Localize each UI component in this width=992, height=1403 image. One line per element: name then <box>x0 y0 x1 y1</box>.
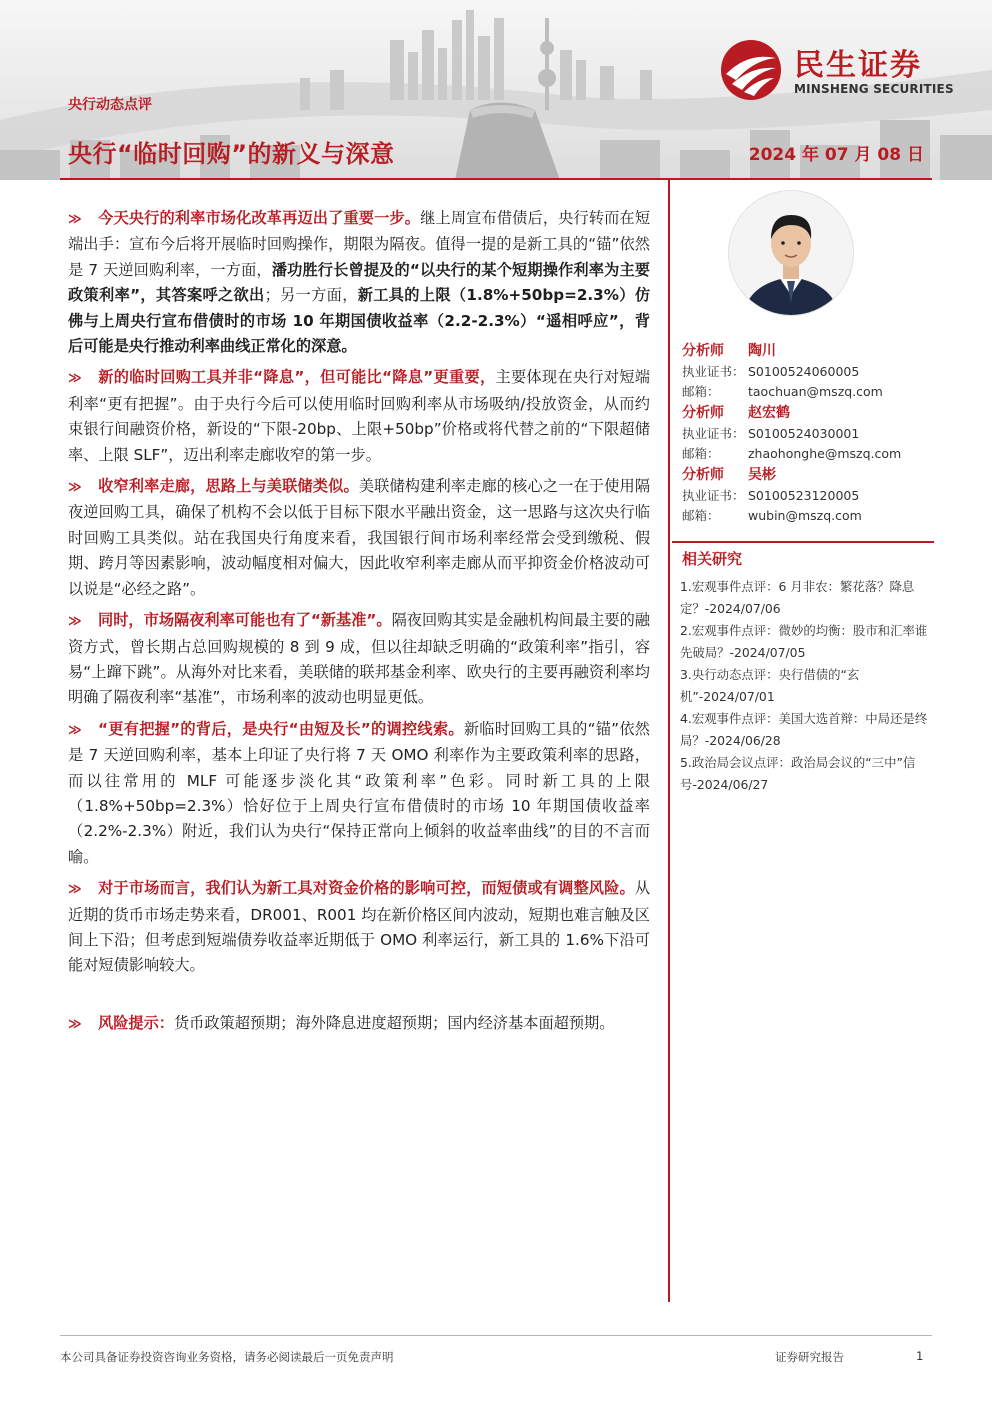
paragraph-lead: 同时，市场隔夜利率可能也有了“新基准”。 <box>98 611 392 630</box>
email-label: 邮箱： <box>682 508 720 523</box>
header-divider <box>60 178 932 180</box>
related-research-link[interactable]: 3.央行动态点评：央行借债的“玄机”-2024/07/01 <box>680 667 860 704</box>
cert-number: S0100523120005 <box>748 488 860 503</box>
email-label: 邮箱： <box>682 384 720 399</box>
analyst-email[interactable]: taochuan@mszq.com <box>748 384 883 399</box>
analyst-role: 分析师 <box>682 467 724 483</box>
related-research-link[interactable]: 5.政治局会议点评：政治局会议的“三中”信号-2024/06/27 <box>680 755 916 792</box>
paragraph-6 <box>68 876 650 979</box>
paragraph-bold-text: 新工具的上限（1.8%+50bp=2.3%）仿佛与上周央行宣布借债时的市场 10 年期国债收益率（2.2-2.3%）“遥相呼应”，背后可能是央行推动利率曲线正常化的深意。 <box>68 286 651 356</box>
related-research-link[interactable]: 4.宏观事件点评：美国大选首辩：中局还是终局？-2024/06/28 <box>680 711 928 748</box>
report-category: 央行动态点评 <box>68 97 152 113</box>
paragraph-1 <box>68 206 650 359</box>
report-title: 央行“临时回购”的新义与深意 <box>68 140 395 168</box>
analyst-role: 分析师 <box>682 343 724 359</box>
paragraph-2 <box>68 365 650 468</box>
paragraph-text: 新临时回购工具的“锚”依然是 7 天逆回购利率，基本上印证了央行将 7 天 OMO 利率作为主要政策利率的思路，而以往常用的 MLF 可能逐步淡化其“政策利率”色彩。同时新工具的上限（1.8%+50bp=2.3%）恰好位于上周央行宣布借债时的市场 10 年期国债收益率（2.2%-2.3%）附近，我们认为央行“保持正常向上倾斜的收益率曲线”的目的不言而喻。 <box>68 719 650 866</box>
analyst-name: 陶川 <box>748 343 776 359</box>
bullet-arrow-icon: ≫ <box>68 371 82 387</box>
risk-label: 风险提示： <box>98 1013 174 1032</box>
paragraph-lead: 收窄利率走廊，思路上与美联储类似。 <box>98 477 359 496</box>
analyst-email[interactable]: wubin@mszq.com <box>748 508 862 523</box>
related-research-link[interactable]: 1.宏观事件点评：6 月非农：繁花落？降息定？-2024/07/06 <box>680 579 915 616</box>
bullet-arrow-icon: ≫ <box>68 722 82 738</box>
paragraph-lead: 新的临时回购工具并非“降息”，但可能比“降息”更重要， <box>98 368 496 387</box>
bullet-arrow-icon: ≫ <box>68 614 82 630</box>
paragraph-text: 主要体现在央行对短端利率“更有把握”。由于央行今后可以使用临时回购利率从市场吸纳/投放资金，从而约束银行间融资价格，新设的“下限-20bp、上限+50bp”价格或将代替之前的“下限超储率、上限 SLF”，迈出利率走廊收窄的第一步。 <box>68 368 650 464</box>
paragraph-lead: “更有把握”的背后，是央行“由短及长”的调控线索。 <box>98 719 464 738</box>
minsheng-logo-mark <box>718 38 784 102</box>
analyst-email[interactable]: zhaohonghe@mszq.com <box>748 446 902 461</box>
cert-number: S0100524030001 <box>748 426 860 441</box>
page-number: 1 <box>916 1349 924 1363</box>
sidebar-divider <box>672 541 934 543</box>
analyst-entry <box>682 464 932 526</box>
related-research-list <box>680 576 930 796</box>
footer-divider <box>60 1335 932 1336</box>
header-banner <box>0 0 992 180</box>
analyst-name: 吴彬 <box>748 467 776 483</box>
paragraph-text: 从近期的货币市场走势来看，DR001、R001 均在新价格区间内波动，短期也难言触及区间上下沿；但考虑到短端债券收益率近期低于 OMO 利率运行，新工具的 1.6%下沿可能对短债影响较大。 <box>68 879 650 975</box>
paragraph-5 <box>68 717 650 870</box>
cert-label: 执业证书： <box>682 364 745 379</box>
analyst-portrait-image <box>729 191 853 315</box>
analyst-role: 分析师 <box>682 405 724 421</box>
bullet-arrow-icon: ≫ <box>68 480 82 496</box>
email-label: 邮箱： <box>682 446 720 461</box>
related-research-link[interactable]: 2.宏观事件点评：微妙的均衡：股市和汇率谁先破局？-2024/07/05 <box>680 623 928 660</box>
risk-text: 货币政策超预期；海外降息进度超预期；国内经济基本面超预期。 <box>173 1013 615 1032</box>
report-date: 2024 年 07 月 08 日 <box>748 145 924 165</box>
cert-label: 执业证书： <box>682 488 745 503</box>
footer-disclaimer: 本公司具备证券投资咨询业务资格，请务必阅读最后一页免责声明 <box>60 1350 394 1364</box>
main-body <box>68 206 650 1043</box>
bullet-arrow-icon: ≫ <box>68 212 82 227</box>
cert-label: 执业证书： <box>682 426 745 441</box>
analyst-name: 赵宏鹤 <box>748 405 790 421</box>
cert-number: S0100524060005 <box>748 364 860 379</box>
paragraph-text: 继上周宣布借债后，央行转而在短端出手：宣布今后将开展临时回购操作，期限为隔夜。值得一提的是新工具的“锚”依然是 7 天逆回购利率，一方面， <box>68 209 651 279</box>
paragraph-text: ；另一方面， <box>264 286 358 305</box>
analyst-entry <box>682 402 932 464</box>
paragraph-3 <box>68 474 650 602</box>
column-divider <box>668 180 670 1302</box>
paragraph-lead: 今天央行的利率市场化改革再迈出了重要一步。 <box>98 209 421 227</box>
paragraph-text: 隔夜回购其实是金融机构间最主要的融资方式，曾长期占总回购规模的 8 到 9 成，但以往却缺乏明确的“政策利率”指引，容易“上蹿下跳”。从海外对比来看，美联储的联邦基金利率、欧央行的主要再融资利率均明确了隔夜利率“基准”，市场利率的波动也明显更低。 <box>68 611 650 707</box>
footer-report-type: 证券研究报告 <box>775 1350 844 1364</box>
risk-warning <box>68 1011 650 1037</box>
bullet-arrow-icon: ≫ <box>68 1016 82 1032</box>
logo-chinese-text: 民生证券 <box>794 48 922 83</box>
logo-english-text: MINSHENG SECURITIES <box>794 82 954 96</box>
paragraph-lead: 对于市场而言，我们认为新工具对资金价格的影响可控，而短债或有调整风险。 <box>98 879 635 898</box>
company-logo <box>718 38 968 102</box>
paragraph-bold-text: 潘功胜行长曾提及的“以央行的某个短期操作利率为主要政策利率”，其答案呼之欲出 <box>68 260 650 305</box>
analyst-entry <box>682 340 932 402</box>
analyst-photo <box>728 190 854 316</box>
paragraph-text: 美联储构建利率走廊的核心之一在于使用隔夜逆回购工具，确保了机构不会以低于目标下限水平融出资金，这一思路与这次央行临时回购工具类似。站在我国央行角度来看，我国银行间市场利率经常会受到缴税、假期、跨月等因素影响，波动幅度相对偏大，因此收窄利率走廊从而平抑资金价格波动可以说是“必经之路”。 <box>68 477 651 598</box>
related-research-title: 相关研究 <box>682 550 743 568</box>
analyst-list <box>682 340 932 526</box>
paragraph-4 <box>68 608 650 711</box>
bullet-arrow-icon: ≫ <box>68 882 82 898</box>
